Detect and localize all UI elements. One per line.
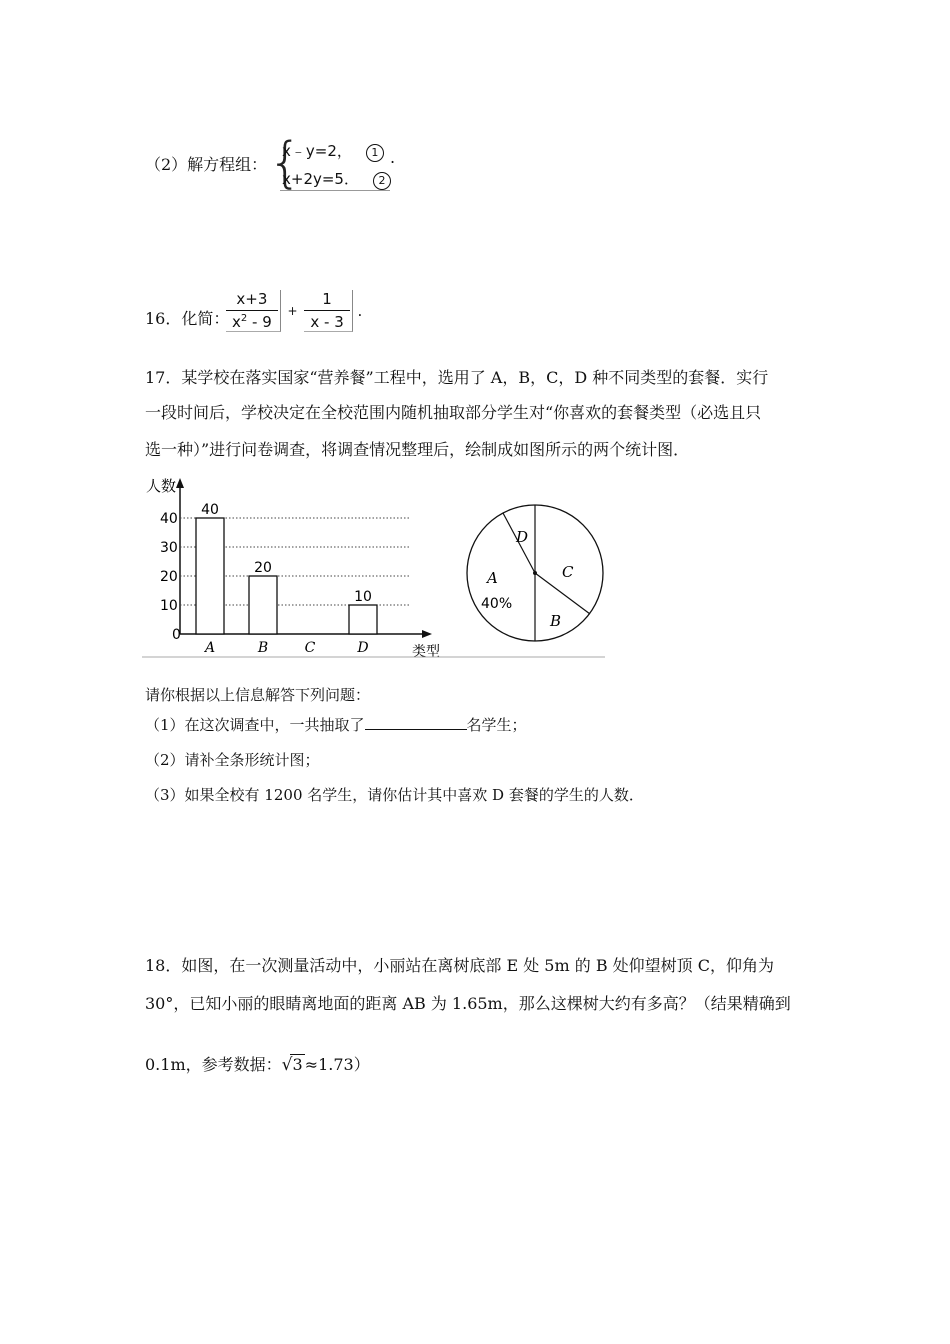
circled-number-2: 2	[373, 172, 391, 190]
y-axis-arrow-icon	[176, 478, 184, 488]
q18-line-3: 0.1m，参考数据：√3 ≈1.73）	[145, 1055, 370, 1075]
category-label-d: D	[357, 640, 369, 656]
q17-sub-1: （1）在这次调查中，一共抽取了 名学生；	[145, 716, 527, 734]
y-tick-label: 20	[160, 569, 178, 585]
q17-sub-3: （3）如果全校有 1200 名学生，请你估计其中喜欢 D 套餐的学生的人数．	[145, 786, 644, 804]
bar-value-label: 20	[254, 560, 272, 576]
plus-sign: +	[287, 304, 298, 318]
q15-part2-label: （2）解方程组：	[145, 155, 268, 174]
bar-value-label: 40	[201, 502, 219, 518]
y-tick-label: 30	[160, 540, 178, 556]
x-axis-label: 类型	[412, 644, 440, 660]
category-label-a: A	[204, 640, 216, 656]
sqrt-argument: 3	[292, 1055, 303, 1074]
y-axis-label: 人数	[146, 477, 177, 495]
q17-sub-2: （2）请补全条形统计图；	[145, 751, 320, 769]
statistics-figure	[140, 474, 610, 662]
pie-center	[533, 571, 537, 575]
q17-prompt: 请你根据以上信息解答下列问题：	[145, 686, 371, 704]
bar-d	[349, 605, 377, 634]
y-tick-label: 10	[160, 598, 178, 614]
fraction-1: $\frac{x+3}{x^2 - 9}$	[226, 290, 281, 332]
y-tick-label: 0	[172, 627, 181, 643]
answer-blank[interactable]	[365, 715, 467, 730]
q17-line-2: 一段时间后，学校决定在全校范围内随机抽取部分学生对“你喜欢的套餐类型（必选且只	[145, 403, 762, 422]
category-label-c: C	[304, 640, 316, 656]
q18-line-2: 30°，已知小丽的眼睛离地面的距离 AB 为 1.65m，那么这棵树大约有多高？（结果精确到	[145, 994, 791, 1013]
q16-expression: $\frac{x+3}{x^2 - 9}$ + $\frac{1}{x - 3}$ .	[226, 290, 362, 332]
q16-label: 16．化简：	[145, 309, 230, 328]
brace-icon: {	[268, 131, 303, 194]
pie-label-b: B	[550, 612, 562, 630]
q18-line-1: 18．如图，在一次测量活动中，小丽站在离树底部 E 处 5m 的 B 处仰望树顶 C，仰角为	[145, 956, 774, 975]
equation-1: x﹣y=2， 1	[282, 140, 384, 162]
y-tick-label: 40	[160, 511, 178, 527]
pie-label-a: A	[487, 569, 498, 587]
equation-system	[268, 131, 396, 194]
x-axis-arrow-icon	[422, 630, 432, 638]
category-label-b: B	[257, 640, 269, 656]
y-tick-labels	[160, 511, 181, 643]
bars	[196, 502, 377, 634]
bar-b	[249, 576, 277, 634]
pie-label-c: C	[562, 563, 574, 581]
q17-line-3: 选一种）”进行问卷调查，将调查情况整理后，绘制成如图所示的两个统计图．	[145, 440, 690, 459]
category-labels	[203, 640, 369, 656]
circled-number-1: 1	[366, 144, 384, 162]
sqrt-icon: √	[281, 1055, 293, 1075]
bar-value-label: 10	[354, 589, 372, 605]
equation-period: .	[390, 148, 396, 167]
pie-percent-a: 40%	[481, 596, 513, 612]
q17-line-1: 17．某学校在落实国家“营养餐”工程中，选用了 A，B，C，D 种不同类型的套餐．实行	[145, 368, 769, 387]
fraction-2: $\frac{1}{x - 3}$	[304, 290, 352, 332]
equation-2: x+2y=5． 2	[282, 168, 391, 190]
bar-a	[196, 518, 224, 634]
pie-label-d: D	[516, 528, 529, 546]
